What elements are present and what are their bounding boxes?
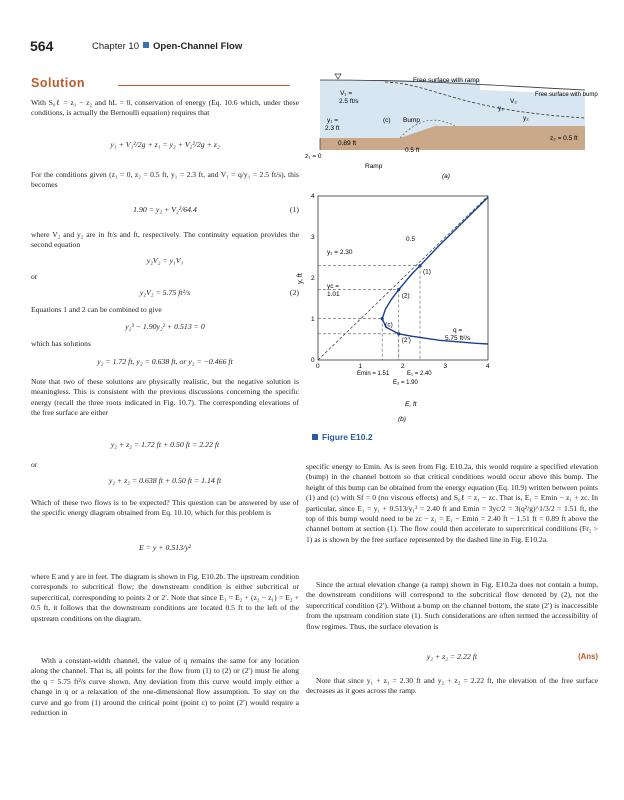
label-05: 0.5 ft — [405, 147, 420, 154]
left-para-7: Which of these two flows is to be expected? This question can be answered by use of the specific energy diagram obtained from Eq. 10.10, which for this problem is — [31, 498, 299, 518]
figure-caption — [312, 432, 373, 442]
label-e1: E₁ = 2.40 — [407, 371, 432, 377]
answer-tag: (Ans) — [578, 652, 598, 661]
y-tick-label: 3 — [311, 234, 315, 241]
eq-cubic: y₂³ − 1.90y₂² + 0.513 = 0 — [125, 322, 205, 331]
label-part-a: (a) — [442, 173, 450, 180]
left-para-5: which has solutions — [31, 339, 91, 348]
header-square-icon — [143, 42, 149, 48]
label-y1-value: 2.3 ft — [325, 125, 340, 132]
right-para-3: Note that since y₁ + z₁ = 2.30 ft and y₂ + z₂ = 2.22 ft, the elevation of the free surface decreases as it goes across the ramp. — [306, 676, 598, 696]
water-level-icon — [335, 74, 341, 79]
eq-1 — [31, 205, 299, 214]
eq-1-number: (1) — [289, 205, 299, 214]
label-v2: V₂ — [510, 98, 517, 105]
label-bump: Bump — [403, 117, 420, 124]
y-axis-label: y, ft — [297, 273, 304, 284]
left-para-3: where V₂ and y₂ are in ft/s and ft, respectively. The continuity equation provides the second equation — [31, 230, 299, 250]
figure-a — [305, 74, 598, 180]
left-para-9: With a constant-width channel, the value of q remains the same for any location along the channel. That is, all points for the flow from (1) to (2) or (2′) must lie along the q = 5.75 ft²/s curve shown. Any deviation from this curve would imply either a change in q or a relaxation of the one-dimensional flow assumption. To stay on the curve and go from (1) around the critical point (point c) to point (2′) would require a reduction in — [31, 656, 299, 718]
eq-2-number: (2) — [289, 288, 299, 297]
y-tick-label: 2 — [311, 275, 315, 282]
left-para-6: Note that two of these solutions are physically realistic, but the negative solution is meaningless. This is consistent with the previous discussions concerning the specific energy (recall the three roots indicated in Fig. 10.7). The corresponding elevations of the free surface are either — [31, 377, 299, 418]
eq-continuity: y₂V₂ = y₁V₁ — [146, 256, 184, 265]
figure-e10-2 — [297, 70, 600, 430]
x-tick-label: 3 — [443, 363, 448, 370]
label-yc: yc = — [327, 283, 340, 290]
x-tick-label: 1 — [358, 363, 363, 370]
x-tick-label: 2 — [401, 363, 405, 370]
label-point-1: (1) — [423, 268, 431, 276]
label-yc-value: 1.01 — [327, 291, 340, 298]
page-number: 564 — [30, 38, 54, 54]
solution-heading: Solution — [31, 76, 85, 90]
label-q: q = — [453, 327, 463, 334]
label-z1: z₁ = 0 — [305, 153, 322, 160]
y-tick-label: 0 — [311, 357, 315, 364]
x-tick-label: 0 — [316, 363, 320, 370]
label-y1-230: y₁ = 2.30 — [327, 249, 353, 256]
eq-1-body: 1.90 = y₂ + V₂²/64.4 — [133, 205, 197, 214]
state-point — [397, 332, 400, 335]
chapter-title: Open-Channel Flow — [153, 41, 243, 52]
left-para-8: where E and y are in feet. The diagram is shown in Fig. E10.2b. The upstream condition corresponds to subcritical flow; the downstream condition is either subcritical or supercritical, corresponding to points 2 or 2′. Note that since E₁ = E₂ + (z₂ − z₁) = E₂ + 0.5 ft, it follows that the downstream conditions are located 0.5 ft to the left of the upstream conditions on the diagram. — [31, 572, 299, 623]
chapter-label: Chapter 10 — [92, 41, 140, 52]
eq-2 — [31, 288, 299, 297]
label-emin: Emin = 1.51 — [357, 371, 390, 377]
label-delta-05: 0.5 — [406, 236, 416, 243]
eq-specific-energy: E = y + 0.513/y² — [138, 543, 192, 552]
label-y1: y₁ = — [327, 117, 339, 124]
eq-energy: y₁ + V₁²/2g + z₁ = y₂ + V₂²/2g + z₂ — [110, 140, 220, 149]
state-point — [397, 288, 400, 291]
left-or-1: or — [31, 272, 38, 281]
running-header — [92, 41, 242, 52]
label-z2: z₂ = 0.5 ft — [550, 135, 578, 142]
y-tick-label: 1 — [311, 316, 315, 323]
label-v1: V₁ = — [340, 90, 353, 97]
label-free-surface-bump: Free surface with bump — [535, 92, 598, 98]
label-part-b: (b) — [398, 416, 406, 423]
eq-elev-1: y₂ + z₂ = 1.72 ft + 0.50 ft = 2.22 ft — [110, 440, 220, 449]
caption-square-icon — [312, 434, 318, 440]
right-para-2: Since the actual elevation change (a ramp) shown in Fig. E10.2a does not contain a bump, the downstream conditions will correspond to the subcritical flow denoted by (2), not the supercritical condition (2′). Without a bump on the channel bottom, the state (2′) is inaccessible from the upstream condition state (1). Such considerations are often termed the accessibility of flow regimes. Thus, the surface elevation is — [306, 580, 598, 631]
state-point — [418, 264, 421, 267]
y-tick-label: 4 — [311, 193, 315, 200]
eq-solutions: y₂ = 1.72 ft, y₂ = 0.638 ft, or y₂ = −0.466 ft — [97, 357, 233, 366]
label-point-2prime: (2′) — [401, 336, 411, 344]
label-e2: E₂ = 1.90 — [393, 380, 418, 386]
label-ramp: Ramp — [365, 163, 383, 170]
label-point-c: (c) — [383, 117, 391, 124]
eq-2-body: y₂V₂ = 5.75 ft²/s — [139, 288, 191, 297]
label-point-c-b: (c) — [385, 321, 393, 329]
figure-caption-text: Figure E10.2 — [322, 432, 373, 442]
x-tick-label: 4 — [486, 363, 490, 370]
label-free-surface-ramp: Free surface with ramp — [413, 77, 480, 84]
left-para-2: For the conditions given (z₁ = 0, z₂ = 0.5 ft, y₁ = 2.3 ft, and V₁ = q/y₁ = 2.5 ft/s), this becomes — [31, 170, 299, 190]
x-axis-label: E, ft — [405, 401, 417, 408]
eq-answer — [306, 652, 598, 661]
label-q-value: 5.75 ft²/s — [445, 335, 471, 342]
left-para-1: With S₀ℓ = z₁ − z₂ and hL = 0, conservation of energy (Eq. 10.6 which, under these conditions, is actually the Bernoulli equation) requires that — [31, 98, 299, 118]
right-para-1: specific energy to Emin. As is seen from Fig. E10.2a, this would require a specified elevation (bump) in the channel bottom so that critical conditions would occur above this bump. The height of this bump can be obtained from the energy equation (Eq. 10.9) written between points (1) and (c) with Sf = 0 (no viscous effects) and S₀ℓ = z₁ − zc. That is, E₁ = Emin − z₁ + zc. In particular, since E₁ = y₁ + 0.513/y₁² = 2.40 ft and Emin = 3yc/2 = 3(q²/g)^1/3/2 = 1.51 ft, the top of this bump would need to be zc − z₁ = E₁ − Emin = 2.40 ft − 1.51 ft = 0.89 ft above the channel bottom at section (1). The flow could then accelerate to supercritical conditions (Fr₂ > 1) as is shown by the free surface represented by the dashed line in Fig. E10.2a. — [306, 462, 598, 544]
eq-elev-2: y₂ + z₂ = 0.638 ft + 0.50 ft = 1.14 ft — [108, 476, 222, 485]
left-or-2: or — [31, 460, 38, 469]
state-point — [381, 317, 384, 320]
solution-rule — [118, 85, 290, 86]
label-089: 0.89 ft — [338, 140, 357, 147]
eq-answer-body: y₂ + z₂ = 2.22 ft — [426, 652, 478, 661]
label-point-2: (2) — [401, 292, 410, 300]
label-y2: y₂ — [498, 105, 504, 112]
label-v1-value: 2.5 ft/s — [339, 98, 359, 105]
left-para-4: Equations 1 and 2 can be combined to give — [31, 305, 162, 314]
label-y2-bump: y₂ — [523, 115, 529, 122]
figure-b — [297, 193, 490, 423]
